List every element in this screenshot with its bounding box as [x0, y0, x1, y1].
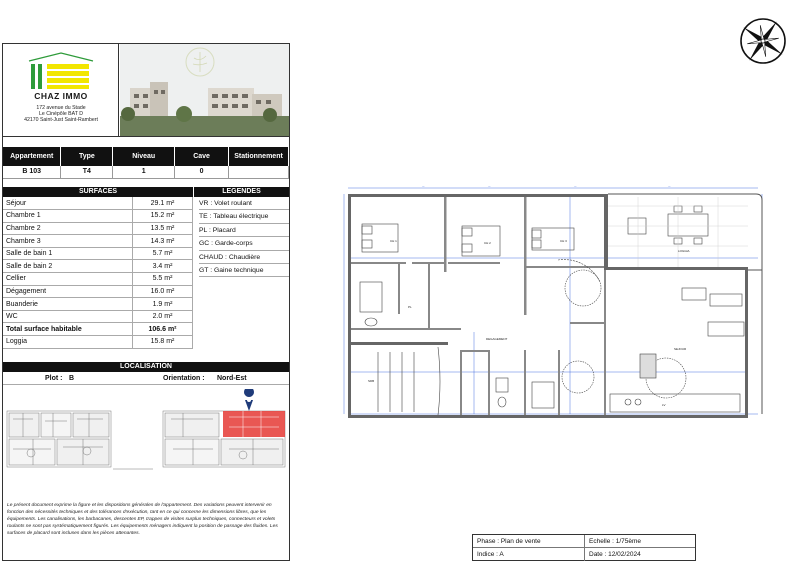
surface-row	[3, 336, 193, 349]
plot-label: Plot :	[45, 375, 63, 382]
room-label-degagement: DEGAGEMENT	[486, 337, 508, 341]
header-box	[3, 44, 289, 137]
legend-item: GC : Garde-corps	[199, 237, 289, 250]
plot-map-left	[7, 411, 111, 467]
room-label-sdb: SDB	[368, 379, 375, 383]
building-render-image	[120, 44, 289, 136]
surface-value: 5.7 m²	[133, 247, 193, 260]
surface-label: Dégagement	[3, 285, 133, 298]
surface-label: WC	[3, 310, 133, 323]
surfaces-title: SURFACES	[3, 187, 193, 197]
svg-text:---: ---	[574, 185, 577, 188]
surface-label: Buanderie	[3, 298, 133, 311]
header-cave: Cave	[175, 147, 229, 166]
surface-value: 2.0 m²	[133, 310, 193, 323]
surface-row	[3, 210, 193, 223]
surface-row	[3, 298, 193, 311]
surface-value: 16.0 m²	[133, 285, 193, 298]
room-label-ch2: CH 2	[484, 241, 491, 245]
surfaces-table	[3, 197, 193, 349]
legends-list	[199, 197, 289, 277]
title-block	[472, 534, 696, 561]
header-stationnement: Stationnement	[229, 147, 289, 166]
value-appartement: B 103	[3, 166, 61, 178]
address-line-2: Le Cinépôle BAT D	[39, 111, 83, 117]
legend-item: PL : Placard	[199, 224, 289, 237]
surface-total-label: Total surface habitable	[3, 323, 133, 336]
surface-row	[3, 285, 193, 298]
orientation-value: Nord-Est	[217, 375, 247, 382]
apartment-highlight	[223, 411, 285, 437]
surface-label: Chambre 3	[3, 235, 133, 248]
orientation-label: Orientation :	[163, 375, 205, 382]
room-label-ch3: CH 3	[560, 239, 567, 243]
company-logo-block	[3, 44, 119, 136]
phase-cell: Phase : Plan de vente	[473, 535, 585, 548]
surface-total-row	[3, 323, 193, 336]
surface-row	[3, 222, 193, 235]
disclaimer-text: Le présent document exprime la figure et les dispositions générales de l'appartement. Des variations peuvent intervenir en fonction des nécessités techniques et des tolérances d'exécution, tant en ce qui concerne les dimensions libres, que les équipements. Les canalisations, les barbacanes, descentes EP, trappes de visites surplus techniques, connecteurs et volets roulants ne sont pas systématiquement figurés. Les équipements ménagers indiquent la position de passage des fluides. Les surfaces de placard sont incluses dans les pièces attenantes.	[7, 503, 278, 536]
value-cave: 0	[175, 166, 229, 178]
address-line-1: 172 avenue du Stade	[36, 105, 86, 111]
value-stationnement	[229, 166, 289, 178]
surface-value: 3.4 m²	[133, 260, 193, 273]
company-name: CHAZ IMMO	[34, 91, 88, 101]
header-appartement: Appartement	[3, 147, 61, 166]
room-label-pl: PL	[408, 305, 412, 309]
surface-value: 29.1 m²	[133, 197, 193, 210]
indice-cell: Indice : A	[473, 548, 585, 561]
surface-total-value: 106.6 m²	[133, 323, 193, 336]
surface-row	[3, 260, 193, 273]
surface-row	[3, 310, 193, 323]
header-type: Type	[61, 147, 113, 166]
surface-label: Salle de bain 1	[3, 247, 133, 260]
date-cell: Date : 12/02/2024	[589, 551, 641, 558]
apartment-table	[3, 147, 289, 179]
address-line-3: 42170 Saint-Just Saint-Rambert	[24, 117, 98, 123]
legend-item: VR : Volet roulant	[199, 197, 289, 210]
surface-label: Chambre 2	[3, 222, 133, 235]
legend-item: GT : Gaine technique	[199, 264, 289, 277]
company-logo-icon	[27, 51, 95, 91]
legend-item: TE : Tableau électrique	[199, 210, 289, 223]
surface-label: Cellier	[3, 273, 133, 286]
surface-label: Séjour	[3, 197, 133, 210]
surface-value: 15.8 m²	[133, 336, 193, 349]
surface-row	[3, 197, 193, 210]
surface-row	[3, 247, 193, 260]
surface-value: 14.3 m²	[133, 235, 193, 248]
room-label-lv: LV	[662, 403, 666, 407]
svg-text:---: ---	[422, 185, 425, 188]
room-label-ch1: CH 1	[390, 239, 397, 243]
header-niveau: Niveau	[113, 147, 175, 166]
surface-value: 5.5 m²	[133, 273, 193, 286]
info-panel	[2, 43, 290, 561]
room-label-sejour: SEJOUR	[674, 347, 687, 351]
surface-value: 1.9 m²	[133, 298, 193, 311]
svg-text:---: ---	[488, 185, 491, 188]
plot-value: B	[69, 375, 75, 382]
legends-title: LEGENDES	[194, 187, 289, 197]
surface-row	[3, 235, 193, 248]
echelle-cell: Echelle : 1/75ème	[585, 535, 695, 548]
surface-label: Chambre 1	[3, 210, 133, 223]
legend-item: CHAUD : Chaudière	[199, 251, 289, 264]
surface-label: Loggia	[3, 336, 133, 349]
localisation-maps	[3, 389, 289, 477]
location-pin-icon	[244, 389, 254, 411]
localisation-title: LOCALISATION	[3, 362, 289, 372]
surface-value: 15.2 m²	[133, 210, 193, 223]
value-niveau: 1	[113, 166, 175, 178]
compass-rose-icon	[733, 13, 793, 69]
floor-plan-drawing	[338, 182, 770, 422]
surface-row	[3, 273, 193, 286]
surface-value: 13.5 m²	[133, 222, 193, 235]
svg-text:---: ---	[668, 185, 671, 188]
localisation-row	[3, 373, 289, 385]
room-label-loggia: LOGGIA	[678, 249, 690, 253]
surface-label: Salle de bain 2	[3, 260, 133, 273]
value-type: T4	[61, 166, 113, 178]
